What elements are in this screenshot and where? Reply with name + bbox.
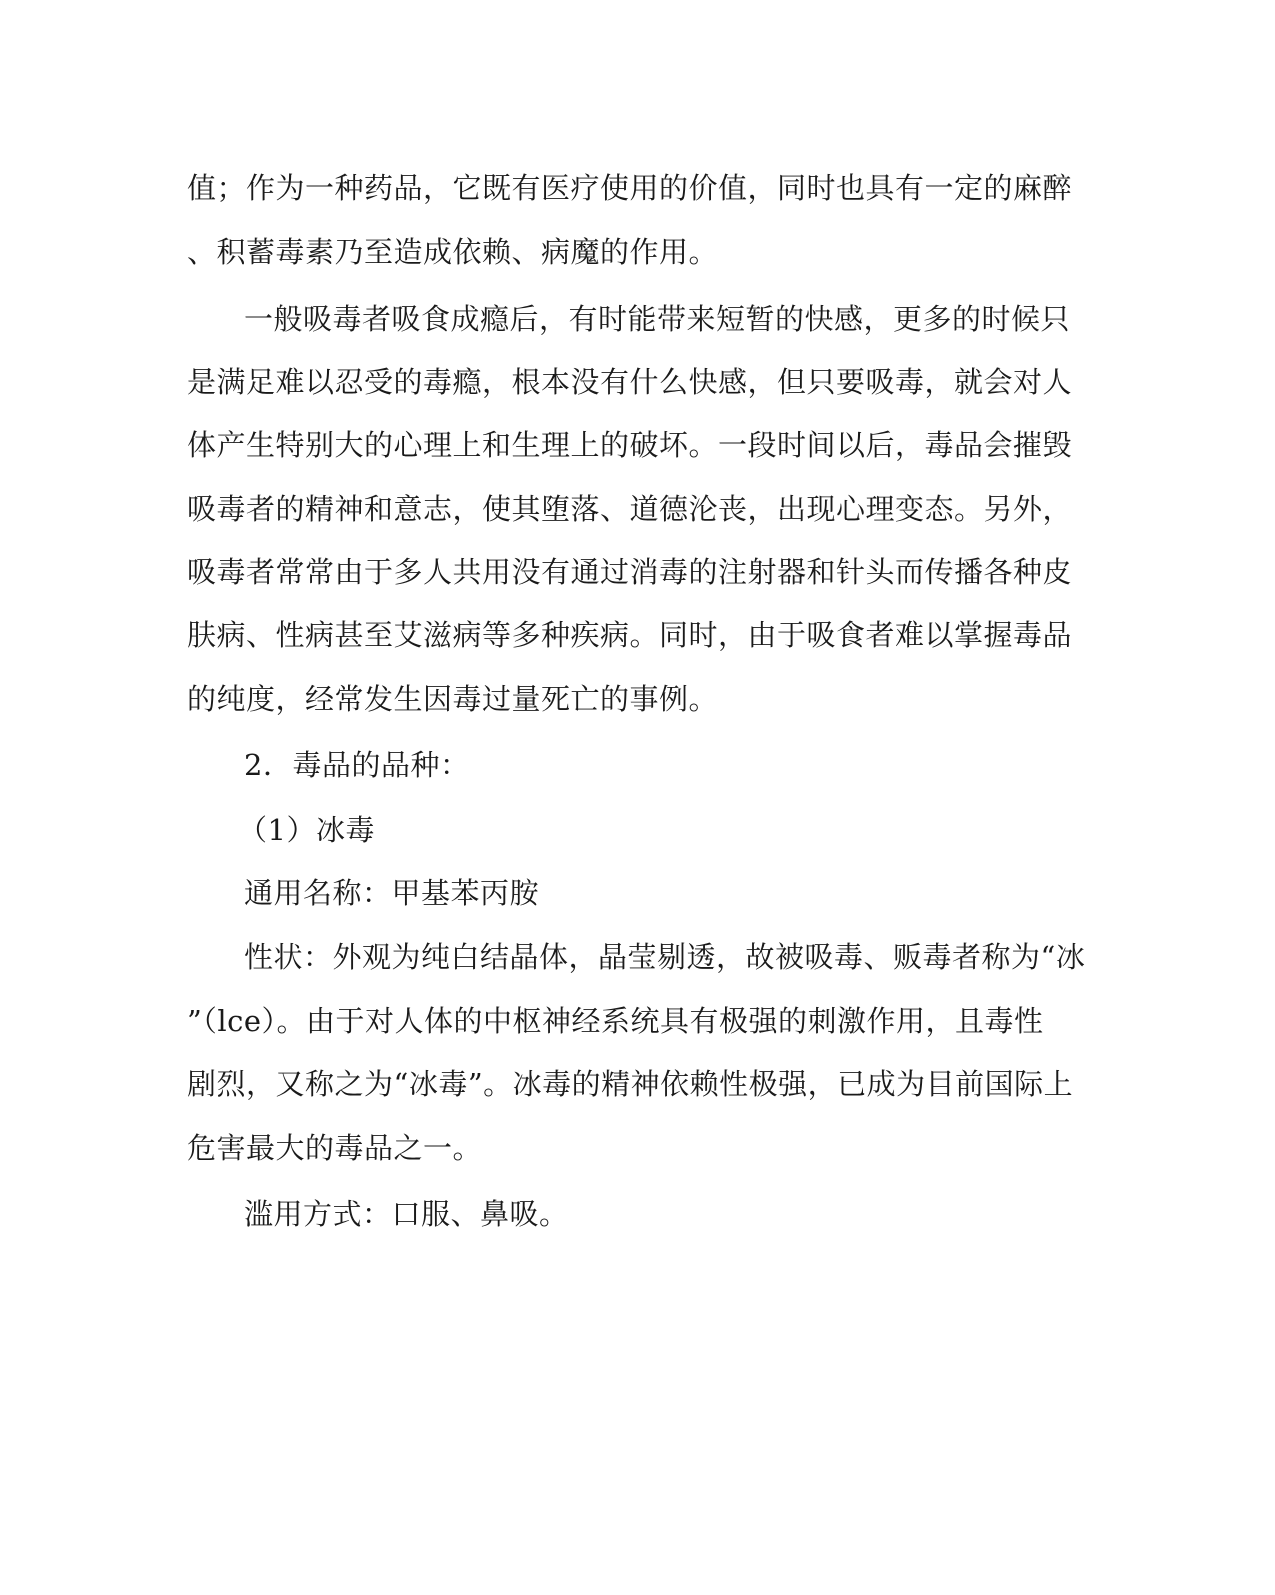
text-line: ”（lce）。由于对人体的中枢神经系统具有极强的刺激作用，且毒性 — [187, 1004, 1044, 1038]
text-line: 吸毒者的精神和意志，使其堕落、道德沦丧，出现心理变态。另外， — [187, 492, 1073, 526]
text-line: 剧烈，又称之为“冰毒”。冰毒的精神依赖性极强，已成为目前国际上 — [187, 1067, 1074, 1101]
subsection-heading: （1）冰毒 — [238, 813, 375, 847]
text-line: 值；作为一种药品，它既有医疗使用的价值，同时也具有一定的麻醉 — [187, 171, 1073, 205]
text-line: 通用名称：甲基苯丙胺 — [244, 876, 540, 910]
text-line: 滥用方式：口服、鼻吸。 — [244, 1197, 569, 1231]
section-heading: 2．毒品的品种： — [244, 748, 470, 782]
text-line: 肤病、性病甚至艾滋病等多种疾病。同时，由于吸食者难以掌握毒品 — [187, 618, 1073, 652]
text-line: 、积蓄毒素乃至造成依赖、病魔的作用。 — [187, 235, 719, 269]
text-line: 是满足难以忍受的毒瘾，根本没有什么快感，但只要吸毒，就会对人 — [187, 365, 1073, 399]
text-line: 吸毒者常常由于多人共用没有通过消毒的注射器和针头而传播各种皮 — [187, 555, 1073, 589]
text-line: 危害最大的毒品之一。 — [187, 1131, 483, 1165]
text-line: 一般吸毒者吸食成瘾后，有时能带来短暂的快感，更多的时候只 — [244, 302, 1071, 336]
text-line: 体产生特别大的心理上和生理上的破坏。一段时间以后，毒品会摧毁 — [187, 428, 1073, 462]
text-line: 性状：外观为纯白结晶体，晶莹剔透，故被吸毒、贩毒者称为“冰 — [244, 940, 1086, 974]
text-line: 的纯度，经常发生因毒过量死亡的事例。 — [187, 682, 719, 716]
